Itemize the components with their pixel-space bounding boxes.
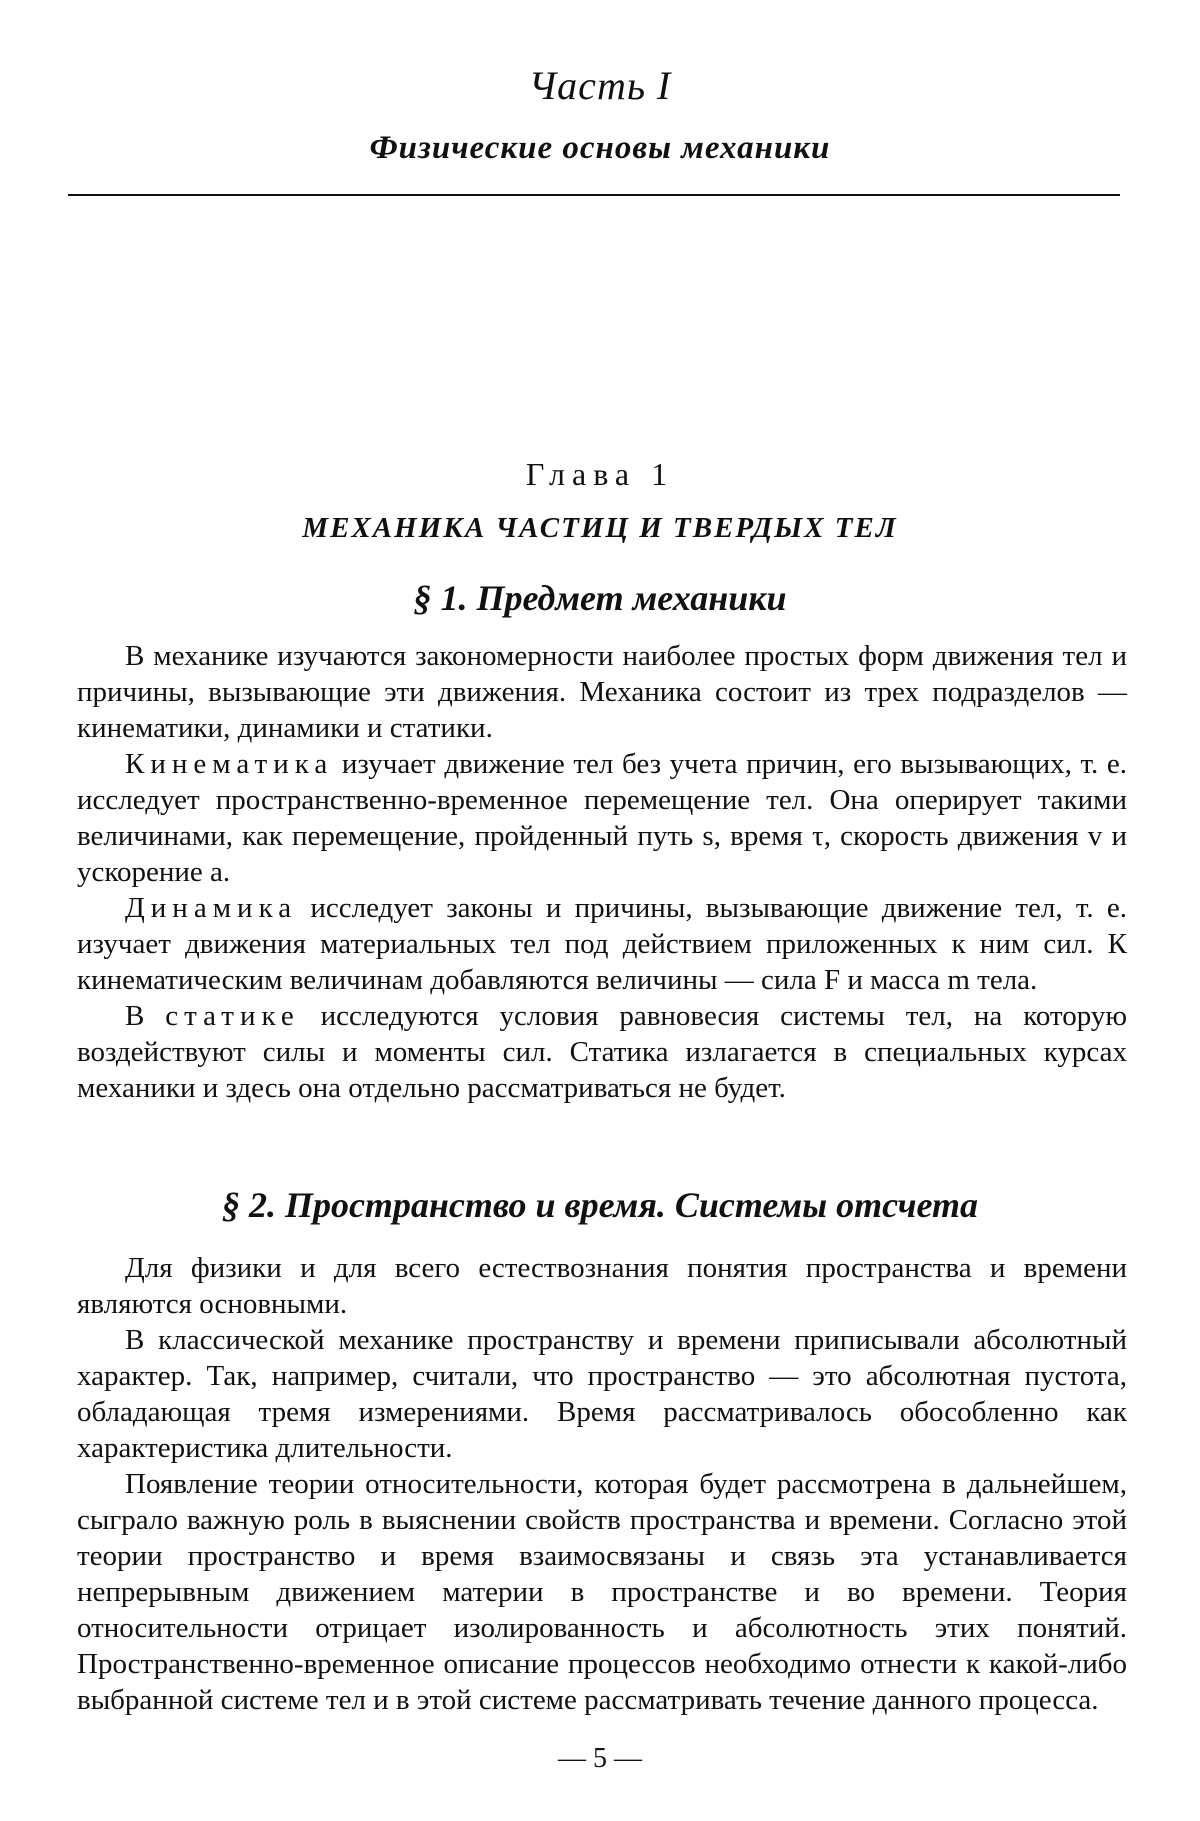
chapter-title: МЕХАНИКА ЧАСТИЦ И ТВЕРДЫХ ТЕЛ (302, 512, 898, 544)
term-kinematics: Кинематика (125, 748, 334, 780)
paragraph: Для физики и для всего естествознания понятия пространства и времени являются основными. (77, 1252, 1127, 1320)
section-2-title: § 2. Пространство и время. Системы отсчета (221, 1185, 979, 1225)
section-2-body (77, 1250, 1127, 1718)
paragraph (77, 746, 1127, 890)
paragraph (77, 890, 1127, 998)
section-1-title: § 1. Предмет механики (413, 578, 787, 618)
part-title: Часть I (528, 63, 672, 108)
chapter-label: Глава 1 (525, 456, 675, 492)
paragraph-text: исследуются условия равновесия системы тел, на которую воздействуют силы и моменты сил. Статика излагается в специальных курсах механики и здесь она отдельно рассматриваться не будет. (77, 1000, 1128, 1104)
horizontal-rule (68, 194, 1120, 196)
section-1-body (77, 638, 1127, 1106)
term-statics: статике (165, 1000, 300, 1032)
paragraph: В классической механике пространству и времени приписывали абсолютный характер. Так, например, считали, что пространство — это абсолютная пустота, обладающая тремя измерениями. Время рассматривалось обособленно как характеристика длительности. (77, 1324, 1127, 1464)
paragraph: В механике изучаются закономерности наиболее простых форм движения тел и причины, вызывающие эти движения. Механика состоит из трех подразделов — кинематики, динамики и статики. (77, 640, 1127, 744)
paragraph-lead: В (125, 1000, 166, 1032)
paragraph (77, 998, 1127, 1106)
paragraph-text: исследует законы и причины, вызывающие движение тел, т. е. изучает движения материальных тел под действием приложенных к ним сил. К кинематическим величинам добавляются величины — сила F и масса m тела. (77, 892, 1127, 996)
term-dynamics: Динамика (125, 892, 298, 924)
paragraph: Появление теории относительности, которая будет рассмотрена в дальнейшем, сыграло важную роль в выяснении свойств пространства и времени. Согласно этой теории пространство и время взаимосвязаны и связь эта устанавливается непрерывным движением материи в пространстве и во времени. Теория относительности отрицает изолированность и абсолютность этих понятий. Пространственно-временное описание процессов необходимо отнести к какой-либо выбранной системе тел и в этой системе рассматривать течение данного процесса. (77, 1468, 1127, 1716)
paragraph-text: изучает движение тел без учета причин, его вызывающих, т. е. исследует пространственно-временное перемещение тел. Она оперирует такими величинами, как перемещение, пройденный путь s, время τ, скорость движения v и ускорение a. (77, 748, 1127, 888)
page-number: — 5 — (558, 1743, 642, 1774)
part-subtitle: Физические основы механики (369, 130, 831, 166)
